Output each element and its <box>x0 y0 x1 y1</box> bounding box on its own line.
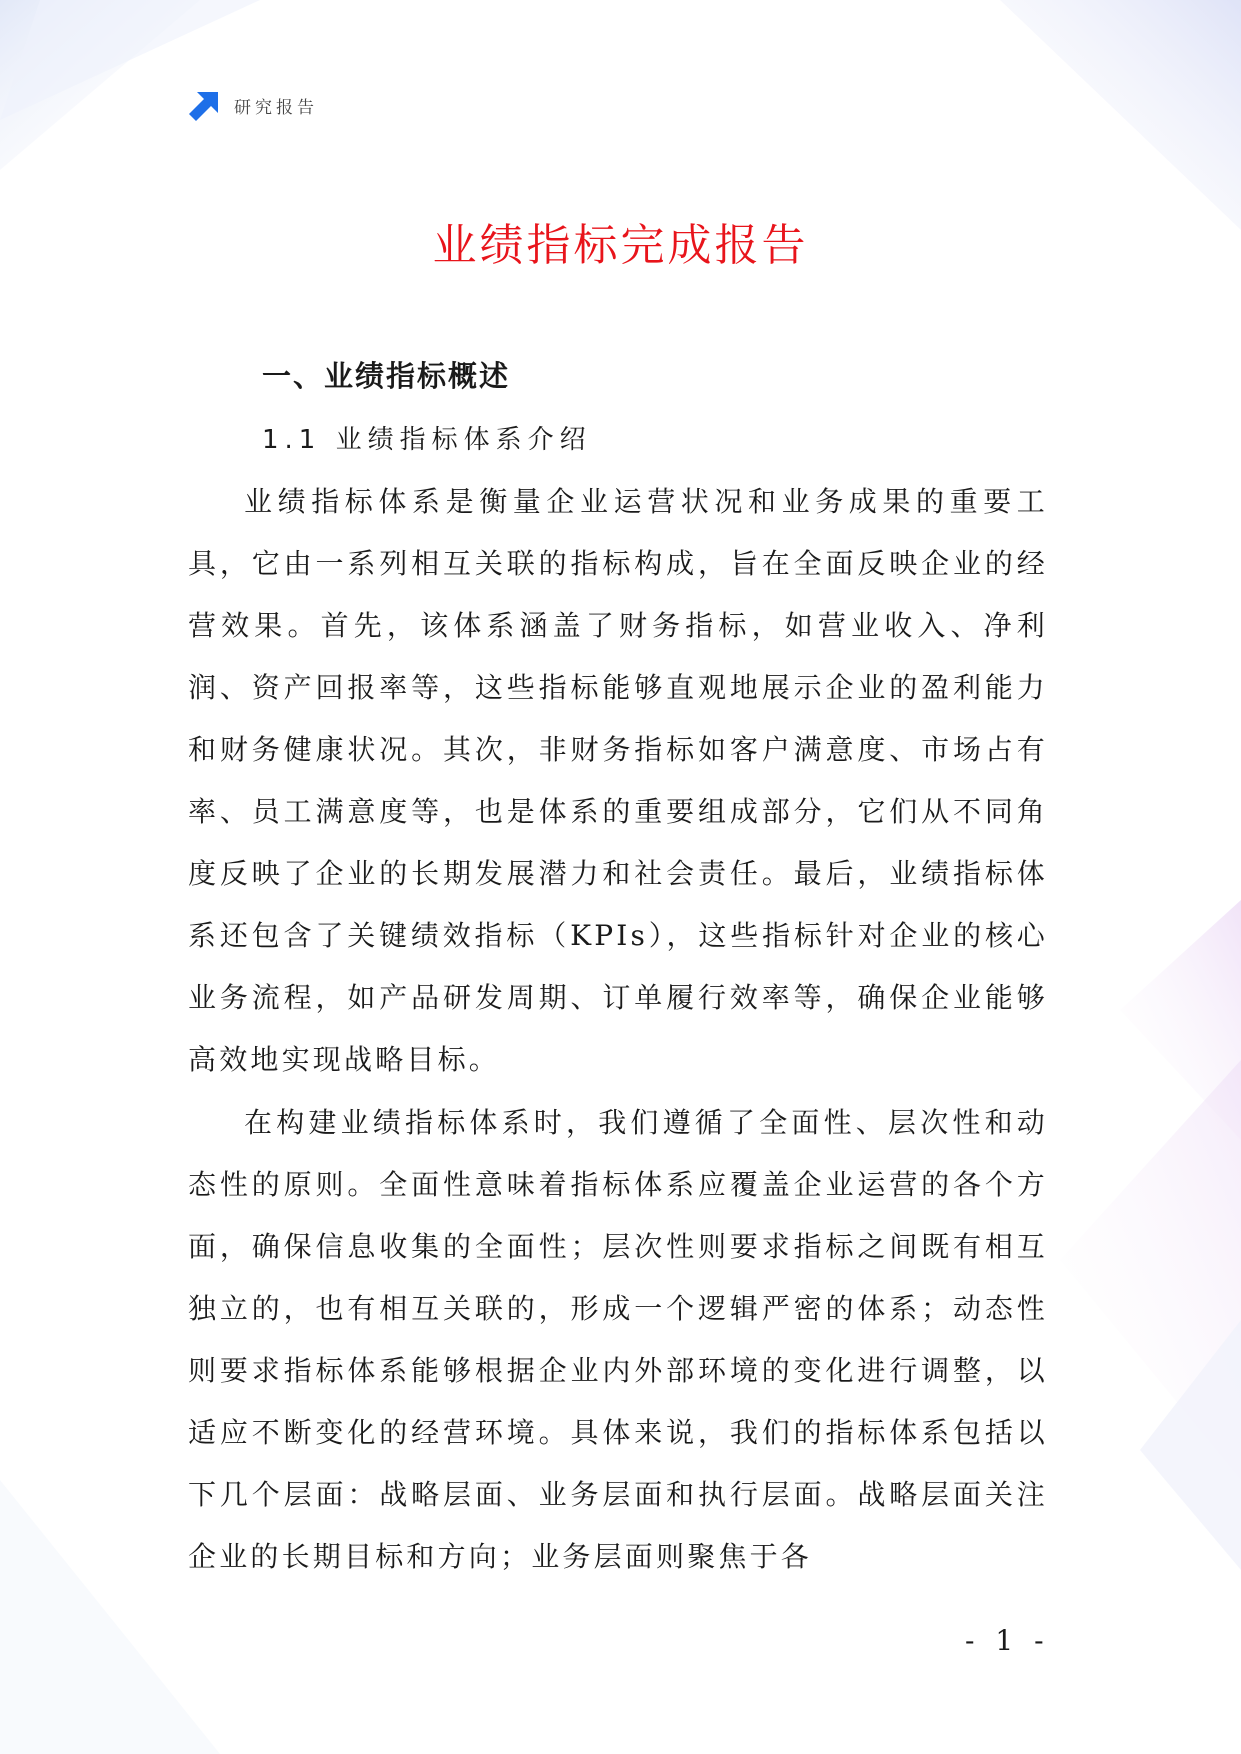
subsection-heading: 1.1 业绩指标体系介绍 <box>262 425 592 455</box>
page-number: - 1 - <box>965 1624 1050 1657</box>
section-heading: 一、业绩指标概述 <box>262 359 511 393</box>
arrow-up-right-icon <box>188 88 222 122</box>
body-paragraph: 业绩指标体系是衡量企业运营状况和业务成果的重要工具，它由一系列相互关联的指标构成，旨在全面反映企业的经营效果。首先，该体系涵盖了财务指标，如营业收入、净利润、资产回报率等，这些指标能够直观地展示企业的盈利能力和财务健康状况。其次，非财务指标如客户满意度、市场占有率、员工满意度等，也是体系的重要组成部分，它们从不同角度反映了企业的长期发展潜力和社会责任。最后，业绩指标体系还包含了关键绩效指标（KPIs），这些指标针对企业的核心业务流程，如产品研发周期、订单履行效率等，确保企业能够高效地实现战略目标。 <box>188 485 1048 1076</box>
document-title: 业绩指标完成报告 <box>432 220 809 271</box>
header-brand-text: 研究报告 <box>234 97 318 118</box>
body-paragraph: 在构建业绩指标体系时，我们遵循了全面性、层次性和动态性的原则。全面性意味着指标体系应覆盖企业运营的各个方面，确保信息收集的全面性；层次性则要求指标之间既有相互独立的，也有相互关联的，形成一个逻辑严密的体系；动态性则要求指标体系能够根据企业内外部环境的变化进行调整，以适应不断变化的经营环境。具体来说，我们的指标体系包括以下几个层面：战略层面、业务层面和执行层面。战略层面关注企业的长期目标和方向；业务层面则聚焦于各 <box>188 1106 1048 1573</box>
document-header <box>188 88 318 122</box>
